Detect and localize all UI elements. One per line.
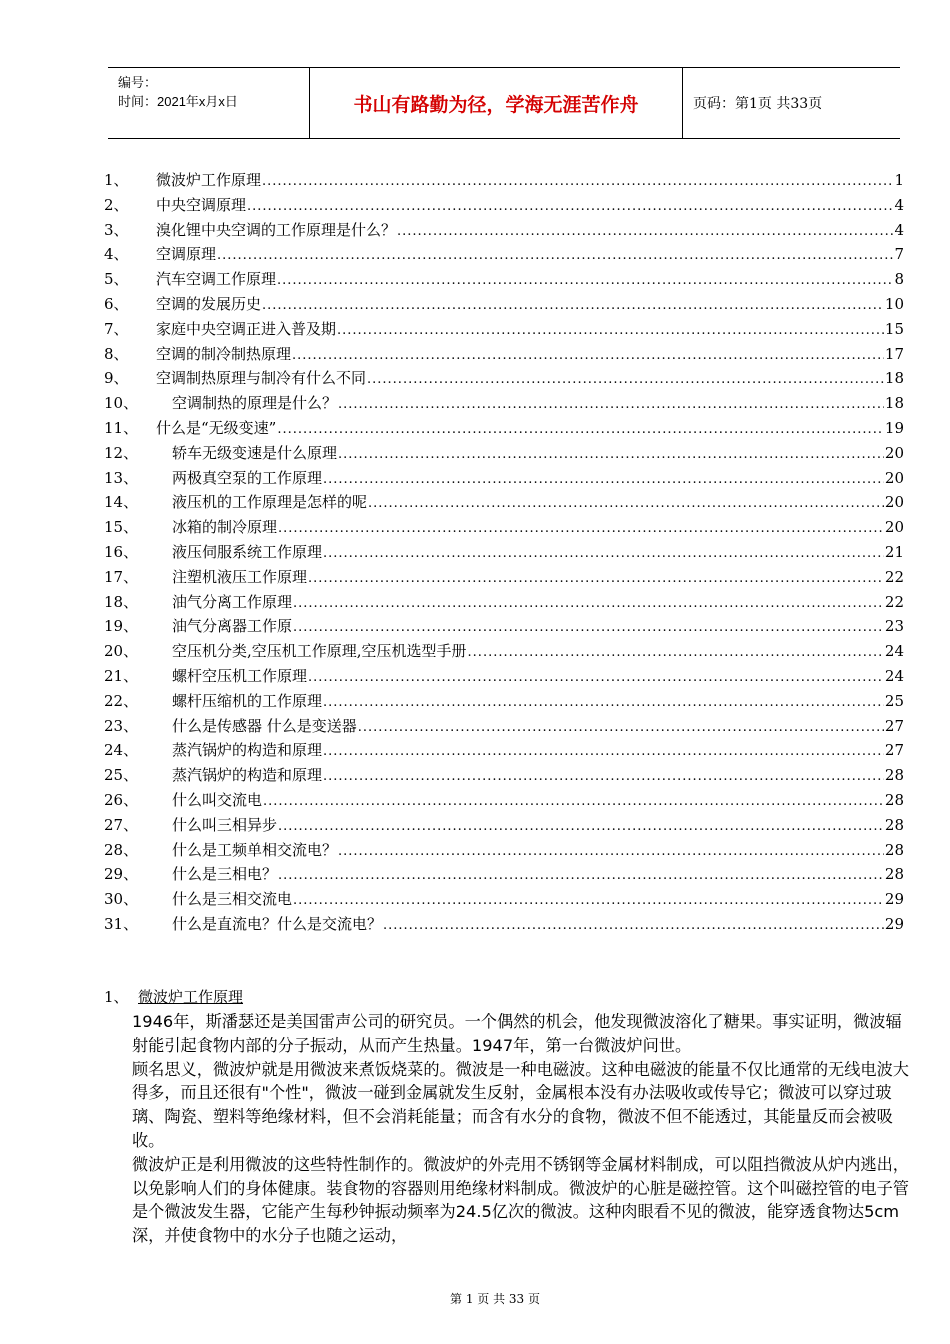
toc-entry-number: 2、 bbox=[104, 195, 129, 214]
toc-entry-page: 28 bbox=[884, 840, 904, 859]
toc-entry[interactable] bbox=[104, 317, 904, 342]
toc-entry[interactable] bbox=[104, 912, 904, 937]
toc-entry-title[interactable]: 空调制热原理与制冷有什么不同 bbox=[156, 369, 367, 388]
toc-dot-leader bbox=[263, 788, 884, 813]
toc-entry-page: 4 bbox=[894, 195, 904, 214]
toc-entry-page: 18 bbox=[884, 394, 904, 413]
toc-entry[interactable] bbox=[104, 738, 904, 763]
toc-entry-title[interactable]: 什么是直流电？什么是交流电？ bbox=[172, 914, 383, 933]
toc-entry-number: 9、 bbox=[104, 369, 129, 388]
toc-entry-number: 13、 bbox=[104, 468, 139, 487]
toc-dot-leader bbox=[367, 366, 884, 391]
toc-entry[interactable] bbox=[104, 466, 904, 491]
toc-entry-number: 29、 bbox=[104, 865, 139, 884]
toc-entry-number: 23、 bbox=[104, 716, 139, 735]
page-footer bbox=[0, 1290, 950, 1307]
toc-entry[interactable] bbox=[104, 887, 904, 912]
toc-entry-page: 28 bbox=[884, 865, 904, 884]
toc-entry-title[interactable]: 油气分离器工作原 bbox=[172, 617, 293, 636]
toc-entry-page: 18 bbox=[884, 369, 904, 388]
toc-dot-leader bbox=[308, 664, 884, 689]
section-heading bbox=[104, 986, 243, 1007]
toc-entry-page: 10 bbox=[884, 294, 904, 313]
toc-entry-page: 22 bbox=[884, 567, 904, 586]
toc-dot-leader bbox=[217, 242, 893, 267]
toc-entry-title[interactable]: 什么叫三相异步 bbox=[172, 815, 278, 834]
toc-entry-page: 24 bbox=[884, 642, 904, 661]
toc-entry-title[interactable]: 冰箱的制冷原理 bbox=[172, 518, 278, 537]
toc-entry-number: 10、 bbox=[104, 394, 139, 413]
toc-entry-number: 5、 bbox=[104, 270, 129, 289]
toc-entry[interactable] bbox=[104, 490, 904, 515]
toc-entry-page: 25 bbox=[884, 691, 904, 710]
toc-entry-number: 20、 bbox=[104, 642, 139, 661]
toc-entry-title[interactable]: 空压机分类,空压机工作原理,空压机选型手册 bbox=[172, 642, 467, 661]
toc-entry-number: 28、 bbox=[104, 840, 139, 859]
toc-entry-page: 7 bbox=[894, 245, 904, 264]
toc-entry-number: 8、 bbox=[104, 344, 129, 363]
toc-entry-title[interactable]: 空调原理 bbox=[156, 245, 217, 264]
toc-entry-number: 7、 bbox=[104, 319, 129, 338]
header-page-info: 页码：第1页 共33页 bbox=[693, 96, 823, 112]
toc-entry-title[interactable]: 蒸汽锅炉的构造和原理 bbox=[172, 766, 323, 785]
header-motto: 书山有路勤为径，学海无涯苦作舟 bbox=[310, 68, 683, 138]
paragraph: 顾名思义，微波炉就是用微波来煮饭烧菜的。微波是一种电磁波。这种电磁波的能量不仅比通常的无线电波大得多，而且还很有"个性"，微波一碰到金属就发生反射，金属根本没有办法吸收或传导它；微波可以穿过玻璃、陶瓷、塑料等绝缘材料，但不会消耗能量；而含有水分的食物，微波不但不能透过，其能量反而会被吸收。 bbox=[132, 1059, 909, 1150]
toc-entry-title[interactable]: 什么是“无级变速” bbox=[156, 418, 277, 437]
page-header bbox=[108, 67, 900, 139]
toc-entry-number: 14、 bbox=[104, 493, 139, 512]
toc-entry-page: 19 bbox=[884, 418, 904, 437]
toc-entry-page: 27 bbox=[884, 716, 904, 735]
toc-entry-page: 20 bbox=[884, 443, 904, 462]
section-body bbox=[132, 1010, 914, 1248]
toc-entry[interactable] bbox=[104, 416, 904, 441]
toc-entry-number: 1、 bbox=[104, 171, 129, 189]
toc-entry-title[interactable]: 什么是三相交流电 bbox=[172, 890, 293, 909]
toc-entry-number: 19、 bbox=[104, 617, 139, 636]
toc-entry-number: 15、 bbox=[104, 518, 139, 537]
toc-entry[interactable] bbox=[104, 639, 904, 664]
toc-dot-leader bbox=[247, 193, 893, 218]
toc-entry-number: 22、 bbox=[104, 691, 139, 710]
toc-entry-page: 20 bbox=[884, 518, 904, 537]
toc-entry-page: 28 bbox=[884, 790, 904, 809]
toc-dot-leader bbox=[323, 689, 884, 714]
toc-entry-page: 29 bbox=[884, 914, 904, 933]
footer-page-number: 第 1 页 共 33 页 bbox=[450, 1292, 540, 1306]
toc-entry-title[interactable]: 空调制热的原理是什么？ bbox=[172, 394, 338, 413]
toc-entry-title[interactable]: 蒸汽锅炉的构造和原理 bbox=[172, 741, 323, 760]
toc-entry-number: 6、 bbox=[104, 294, 129, 313]
toc-entry-title[interactable]: 什么是传感器 什么是变送器 bbox=[172, 716, 357, 735]
toc-entry-title[interactable]: 注塑机液压工作原理 bbox=[172, 567, 308, 586]
toc-entry-page: 28 bbox=[884, 815, 904, 834]
toc-entry-page: 17 bbox=[884, 344, 904, 363]
paragraph: 1946年，斯潘瑟还是美国雷声公司的研究员。一个偶然的机会，他发现微波溶化了糖果。事实证明，微波辐射能引起食物内部的分子振动，从而产生热量。1947年，第一台微波炉问世。 bbox=[132, 1012, 902, 1055]
toc-entry-title[interactable]: 中央空调原理 bbox=[156, 195, 247, 214]
toc-entry-title[interactable]: 汽车空调工作原理 bbox=[156, 270, 277, 289]
toc-entry[interactable] bbox=[104, 689, 904, 714]
toc-entry-page: 22 bbox=[884, 592, 904, 611]
toc-dot-leader bbox=[308, 565, 884, 590]
toc-entry-number: 11、 bbox=[104, 418, 139, 437]
toc-dot-leader bbox=[277, 416, 884, 441]
toc-entry[interactable] bbox=[104, 366, 904, 391]
toc-entry[interactable] bbox=[104, 590, 904, 615]
section-number: 1、 bbox=[104, 988, 129, 1006]
toc-entry[interactable] bbox=[104, 813, 904, 838]
toc-dot-leader bbox=[397, 218, 893, 243]
toc-entry[interactable] bbox=[104, 292, 904, 317]
toc-entry[interactable] bbox=[104, 193, 904, 218]
toc-entry-title[interactable]: 螺杆压缩机的工作原理 bbox=[172, 691, 323, 710]
section-title[interactable]: 微波炉工作原理 bbox=[138, 988, 244, 1006]
toc-entry[interactable] bbox=[104, 242, 904, 267]
toc-dot-leader bbox=[262, 168, 893, 193]
toc-entry-number: 26、 bbox=[104, 790, 139, 809]
toc-entry-title[interactable]: 溴化锂中央空调的工作原理是什么？ bbox=[156, 220, 397, 239]
toc-entry-page: 29 bbox=[884, 890, 904, 909]
toc-entry-number: 17、 bbox=[104, 567, 139, 586]
toc-entry-page: 24 bbox=[884, 666, 904, 685]
toc-entry-number: 25、 bbox=[104, 766, 139, 785]
toc-dot-leader bbox=[293, 614, 884, 639]
toc-entry-number: 4、 bbox=[104, 245, 129, 264]
toc-entry[interactable] bbox=[104, 838, 904, 863]
toc-entry[interactable] bbox=[104, 168, 904, 193]
toc-entry-number: 31、 bbox=[104, 914, 139, 933]
toc-entry[interactable] bbox=[104, 565, 904, 590]
paragraph: 微波炉正是利用微波的这些特性制作的。微波炉的外壳用不锈钢等金属材料制成，可以阻挡微波从炉内逃出，以免影响人们的身体健康。装食物的容器则用绝缘材料制成。微波炉的心脏是磁控管。这个叫磁控管的电子管是个微波发生器，它能产生每秒钟振动频率为24.5亿次的微波。这种肉眼看不见的微波，能穿透食物达5cm深，并使食物中的水分子也随之运动， bbox=[132, 1154, 909, 1246]
toc-entry-number: 18、 bbox=[104, 592, 139, 611]
time-label: 时间：2021年x月x日 bbox=[118, 94, 238, 109]
toc-dot-leader bbox=[277, 267, 893, 292]
toc-dot-leader bbox=[293, 887, 884, 912]
toc-entry-title[interactable]: 液压机的工作原理是怎样的呢 bbox=[172, 493, 368, 512]
toc-dot-leader bbox=[262, 292, 884, 317]
toc-dot-leader bbox=[368, 490, 884, 515]
toc-entry-number: 21、 bbox=[104, 666, 139, 685]
toc-entry[interactable] bbox=[104, 441, 904, 466]
toc-entry-number: 27、 bbox=[104, 815, 139, 834]
toc-entry-title[interactable]: 空调的制冷制热原理 bbox=[156, 344, 292, 363]
toc-dot-leader bbox=[338, 441, 884, 466]
table-of-contents bbox=[104, 168, 904, 937]
toc-entry-title[interactable]: 家庭中央空调正进入普及期 bbox=[156, 319, 337, 338]
toc-entry-page: 21 bbox=[884, 542, 904, 561]
toc-entry-page: 4 bbox=[894, 220, 904, 239]
toc-entry-title[interactable]: 微波炉工作原理 bbox=[156, 171, 262, 189]
toc-entry-title[interactable]: 什么叫交流电 bbox=[172, 790, 263, 809]
toc-dot-leader bbox=[292, 342, 884, 367]
toc-entry-page: 15 bbox=[884, 319, 904, 338]
toc-entry-number: 24、 bbox=[104, 741, 139, 760]
toc-dot-leader bbox=[468, 639, 884, 664]
toc-dot-leader bbox=[278, 813, 884, 838]
toc-entry[interactable] bbox=[104, 342, 904, 367]
toc-dot-leader bbox=[323, 540, 884, 565]
toc-entry[interactable] bbox=[104, 267, 904, 292]
toc-entry-title[interactable]: 轿车无级变速是什么原理 bbox=[172, 443, 338, 462]
toc-entry[interactable] bbox=[104, 218, 904, 243]
toc-entry[interactable] bbox=[104, 763, 904, 788]
toc-entry[interactable] bbox=[104, 391, 904, 416]
toc-entry-title[interactable]: 空调的发展历史 bbox=[156, 294, 262, 313]
toc-dot-leader bbox=[338, 838, 884, 863]
toc-entry-page: 27 bbox=[884, 741, 904, 760]
toc-entry-page: 20 bbox=[884, 493, 904, 512]
toc-entry-number: 12、 bbox=[104, 443, 139, 462]
toc-entry-page: 23 bbox=[884, 617, 904, 636]
toc-dot-leader bbox=[338, 391, 884, 416]
toc-entry[interactable] bbox=[104, 788, 904, 813]
toc-entry[interactable] bbox=[104, 862, 904, 887]
toc-entry-title[interactable]: 什么是三相电？ bbox=[172, 865, 278, 884]
toc-entry-title[interactable]: 什么是工频单相交流电？ bbox=[172, 840, 338, 859]
serial-label: 编号： bbox=[118, 75, 158, 90]
toc-dot-leader bbox=[293, 590, 884, 615]
toc-entry[interactable] bbox=[104, 540, 904, 565]
toc-entry-page: 1 bbox=[894, 171, 904, 189]
toc-entry-title[interactable]: 油气分离工作原理 bbox=[172, 592, 293, 611]
toc-entry-page: 8 bbox=[894, 270, 904, 289]
toc-entry-title[interactable]: 两极真空泵的工作原理 bbox=[172, 468, 323, 487]
header-meta bbox=[108, 68, 310, 138]
toc-entry[interactable] bbox=[104, 614, 904, 639]
toc-entry[interactable] bbox=[104, 515, 904, 540]
toc-dot-leader bbox=[358, 714, 884, 739]
toc-entry-page: 20 bbox=[884, 468, 904, 487]
toc-entry-number: 16、 bbox=[104, 542, 139, 561]
toc-entry[interactable] bbox=[104, 714, 904, 739]
toc-dot-leader bbox=[278, 515, 884, 540]
toc-dot-leader bbox=[383, 912, 884, 937]
toc-entry-number: 3、 bbox=[104, 220, 129, 239]
toc-entry-title[interactable]: 螺杆空压机工作原理 bbox=[172, 666, 308, 685]
toc-entry[interactable] bbox=[104, 664, 904, 689]
toc-dot-leader bbox=[323, 466, 884, 491]
toc-dot-leader bbox=[323, 763, 884, 788]
toc-dot-leader bbox=[278, 862, 884, 887]
toc-dot-leader bbox=[337, 317, 884, 342]
toc-entry-number: 30、 bbox=[104, 890, 139, 909]
toc-entry-page: 28 bbox=[884, 766, 904, 785]
toc-dot-leader bbox=[323, 738, 884, 763]
toc-entry-title[interactable]: 液压伺服系统工作原理 bbox=[172, 542, 323, 561]
